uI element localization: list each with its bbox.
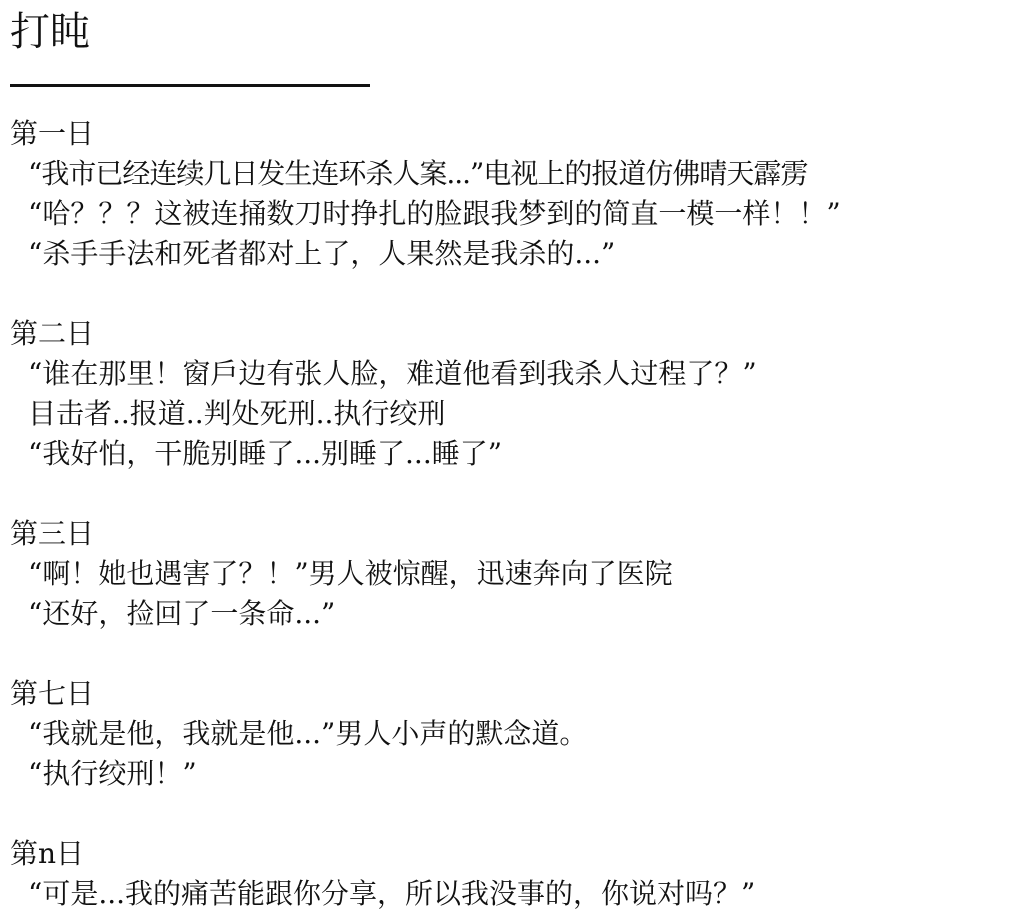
story-line: “哈？？？这被连捅数刀时挣扎的脸跟我梦到的简直一模一样！！” xyxy=(28,197,841,230)
section-day-1 xyxy=(10,114,1010,274)
section-day-n xyxy=(10,834,1010,914)
day-heading: 第一日 xyxy=(10,117,95,150)
story-line: 目击者..报道..判处死刑..执行绞刑 xyxy=(28,397,446,430)
story-line: “我市已经连续几日发生连环杀人案...”电视上的报道仿佛晴天霹雳 xyxy=(28,157,808,190)
story-line: “我好怕，干脆别睡了...别睡了...睡了” xyxy=(28,437,503,470)
section-day-7 xyxy=(10,674,1010,794)
page-title: 打盹 xyxy=(10,9,90,55)
story-line: “还好，捡回了一条命...” xyxy=(28,597,336,630)
story-line: “执行绞刑！” xyxy=(28,757,197,790)
story-line: “谁在那里！窗戶边有张人脸，难道他看到我杀人过程了？” xyxy=(28,357,757,390)
story-line: “可是...我的痛苦能跟你分享，所以我没事的，你说对吗？” xyxy=(28,877,756,910)
day-heading: 第二日 xyxy=(10,317,95,350)
story-line: “杀手手法和死者都对上了，人果然是我杀的...” xyxy=(28,237,616,270)
story-line: “啊！她也遇害了？！”男人被惊醒，迅速奔向了医院 xyxy=(28,557,673,590)
section-day-3 xyxy=(10,514,1010,634)
section-day-2 xyxy=(10,314,1010,474)
day-heading: 第n日 xyxy=(10,837,85,870)
day-heading: 第七日 xyxy=(10,677,95,710)
story-line: “我就是他，我就是他...”男人小声的默念道。 xyxy=(28,717,588,750)
day-heading: 第三日 xyxy=(10,517,95,550)
title-divider xyxy=(10,84,370,87)
